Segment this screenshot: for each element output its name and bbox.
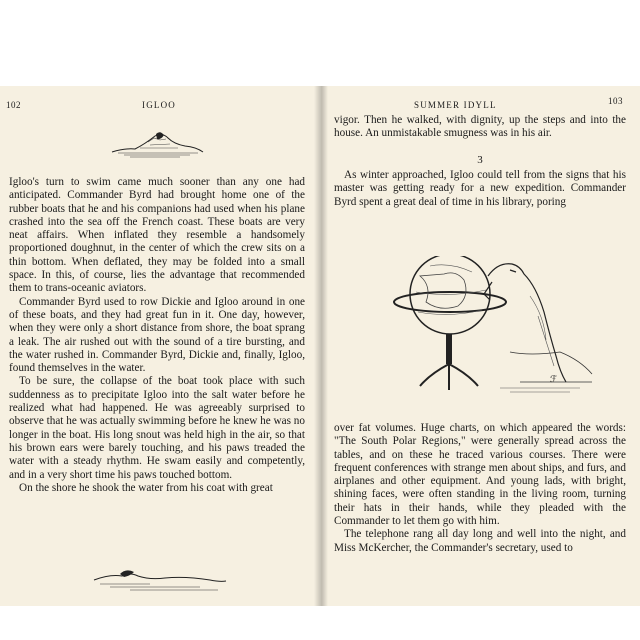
right-top-text: [334, 114, 626, 141]
paragraph: Commander Byrd used to row Dickie and Igloo around in one of these boats, and they had great fun in it. One day, however, when they were only a short distance from shore, the boat sprang a leak. The air rushed out with the sound of a tire bursting, and the water rushed in. Commander Byrd, Dickie and, finally, Igloo, found themselves in the water.: [9, 295, 305, 375]
book-spread: [0, 86, 640, 606]
paragraph: vigor. Then he walked, with dignity, up the steps and into the house. An unmistakable smugness was in his air.: [334, 114, 626, 140]
snow-mound-illustration: [110, 130, 205, 160]
globe-and-dog-illustration: [360, 256, 600, 396]
right-bottom-text: [334, 422, 626, 555]
right-page: [320, 86, 640, 606]
left-body-text: [9, 176, 305, 495]
section-number: 3: [477, 154, 483, 166]
paragraph: On the shore he shook the water from his coat with great: [19, 481, 273, 494]
running-head-left: IGLOO: [142, 100, 176, 110]
left-page: [0, 86, 320, 606]
paragraph: Igloo's turn to swim came much sooner than any one had anticipated. Commander Byrd had brought home one of the rubber boats that he and his companions had used when his plane crashed into the sea off the French coast. These boats are very neat affairs. When inflated they resemble a handsomely proportioned doughnut, in the center of which the crew sits on a thin bottom. When deflated, they may be folded into a small space. In this, of course, lies the advantage that recommended them to trans-oceanic aviators.: [9, 176, 305, 295]
artist-monogram: ℱ: [550, 374, 558, 384]
paragraph: To be sure, the collapse of the boat took place with such suddenness as to precipitate Igloo into the salt water before he realized what had happened. He was agreeably surprised to observe that he was actually swimming before he knew he was no longer in the boat. His long snout was held high in the air, so that his brown ears were barely touching, and his paws treaded the water with a steady rhythm. He swam easily and competently, and in a very short time his paws touched bottom.: [9, 375, 305, 481]
paragraph: over fat volumes. Huge charts, on which appeared the words: "The South Polar Regions," were generally spread across the tables, and on these he traced various courses. There were frequent conferences with strange men about ships, and furs, and airplanes and other equipment. And young lads, with bright, shining faces, were often standing in the living room, turning their hats in their hands, while they pleaded with the Commander to let them go with him.: [334, 422, 626, 528]
running-head-right: SUMMER IDYLL: [414, 100, 497, 110]
paragraph: The telephone rang all day long and well into the night, and Miss McKercher, the Commander's secretary, used to: [334, 528, 626, 554]
swimming-dog-illustration: [90, 564, 230, 594]
paragraph: As winter approached, Igloo could tell from the signs that his master was getting ready for a new expedition. Commander Byrd spent a great deal of time in his library, poring: [334, 169, 626, 208]
page-number-right: 103: [608, 96, 623, 106]
page-number-left: 102: [6, 100, 21, 110]
right-section-text: [334, 169, 626, 209]
book-gutter-shadow: [314, 86, 328, 606]
